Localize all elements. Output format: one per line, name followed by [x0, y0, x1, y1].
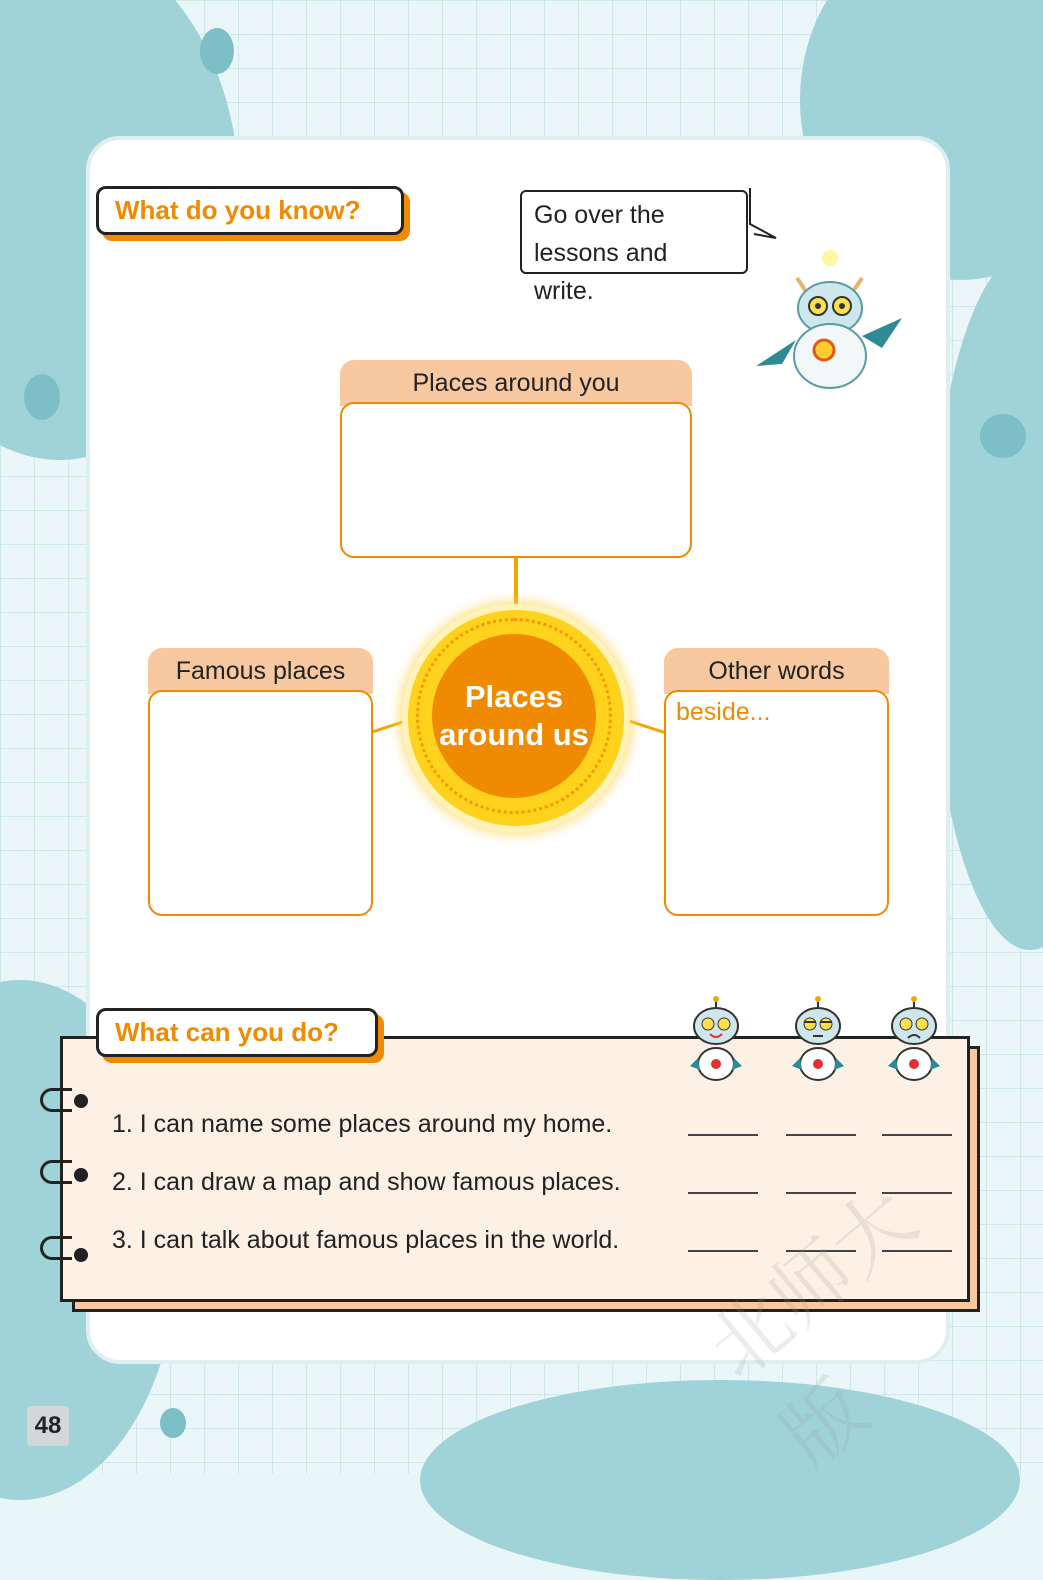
decor-spot: [24, 374, 60, 420]
center-topic: [432, 634, 596, 798]
what-can-you-do-heading: What can you do?: [96, 1008, 378, 1057]
places-around-you-box: [340, 360, 692, 558]
rating-blank-1-happy[interactable]: [688, 1134, 758, 1136]
instruction-speech-bubble: [520, 190, 748, 305]
binder-ring: [40, 1236, 72, 1260]
happy-robot-icon: [690, 996, 742, 1084]
binder-ring: [40, 1160, 72, 1184]
other-words-writing-area[interactable]: [664, 690, 889, 916]
bubble-line-2: lessons and write.: [534, 239, 668, 305]
publisher-watermark: 北师大版: [690, 1171, 934, 1485]
binder-hole: [74, 1094, 88, 1108]
other-words-header: Other words: [664, 648, 889, 694]
sad-robot-icon: [888, 996, 940, 1084]
rating-blank-1-neutral[interactable]: [786, 1134, 856, 1136]
bubble-line-1: Go over the: [534, 201, 665, 229]
other-words-box: [664, 648, 889, 916]
famous-places-header: Famous places: [148, 648, 373, 694]
center-topic-line-1: Places: [464, 679, 564, 714]
neutral-robot-icon: [792, 996, 844, 1084]
places-around-you-header: Places around you: [340, 360, 692, 406]
decor-spot: [200, 28, 234, 74]
famous-places-box: [148, 648, 373, 916]
rating-blank-3-happy[interactable]: [688, 1250, 758, 1252]
page-number: 48: [27, 1406, 69, 1446]
rating-blank-2-happy[interactable]: [688, 1192, 758, 1194]
binder-hole: [74, 1168, 88, 1182]
binder-hole: [74, 1248, 88, 1262]
can-do-item-3: 3. I can talk about famous places in the world.: [112, 1226, 620, 1254]
connector-line: [514, 556, 518, 606]
binder-ring: [40, 1088, 72, 1112]
decor-spot: [160, 1408, 186, 1438]
decor-spot: [980, 414, 1026, 458]
can-do-item-1: 1. I can name some places around my home.: [112, 1110, 613, 1138]
other-words-hint: beside...: [676, 698, 771, 726]
robot-mascot-icon: [752, 248, 908, 398]
bubble-tail-icon: [740, 184, 780, 244]
what-do-you-know-heading: What do you know?: [96, 186, 404, 235]
famous-places-writing-area[interactable]: [148, 690, 373, 916]
can-do-item-2: 2. I can draw a map and show famous places.: [112, 1168, 621, 1196]
center-topic-line-2: around us: [439, 717, 589, 752]
places-around-you-writing-area[interactable]: [340, 402, 692, 558]
